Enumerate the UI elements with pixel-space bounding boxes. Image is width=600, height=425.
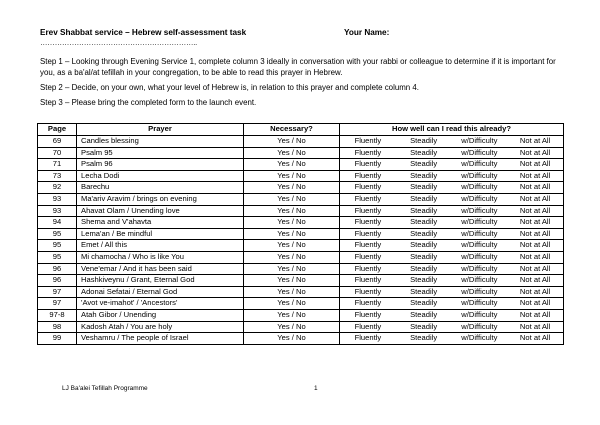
how-well-option-group xyxy=(340,148,563,159)
row-necessary-options[interactable]: Yes / No xyxy=(244,217,340,229)
row-necessary-options[interactable]: Yes / No xyxy=(244,309,340,321)
how-well-option[interactable]: w/Difficulty xyxy=(461,182,498,192)
instructions xyxy=(40,57,562,113)
how-well-option[interactable]: w/Difficulty xyxy=(461,240,498,250)
table-header-row xyxy=(38,124,564,136)
table-row xyxy=(38,159,564,171)
row-how-well-options xyxy=(340,147,564,159)
table-row xyxy=(38,193,564,205)
how-well-option[interactable]: Steadily xyxy=(410,309,438,319)
row-page: 96 xyxy=(38,275,77,287)
row-necessary-options[interactable]: Yes / No xyxy=(244,228,340,240)
how-well-option[interactable]: Not at All xyxy=(519,333,551,343)
row-prayer: Candles blessing xyxy=(77,136,244,148)
row-prayer: Atah Gibor / Unending xyxy=(77,309,244,321)
row-prayer: Shema and V'ahavta xyxy=(77,217,244,229)
row-how-well-options xyxy=(340,136,564,148)
how-well-option[interactable]: Not at All xyxy=(519,309,551,319)
row-how-well-options xyxy=(340,170,564,182)
table-row xyxy=(38,217,564,229)
table-row xyxy=(38,333,564,345)
row-page: 98 xyxy=(38,321,77,333)
how-well-option[interactable]: Fluently xyxy=(354,275,382,285)
how-well-option-group xyxy=(340,229,563,240)
row-necessary-options[interactable]: Yes / No xyxy=(244,298,340,310)
how-well-option[interactable]: Steadily xyxy=(410,275,438,285)
row-how-well-options xyxy=(340,240,564,252)
table-row xyxy=(38,182,564,194)
how-well-option[interactable]: Steadily xyxy=(410,251,438,261)
step-1: Step 1 – Looking through Evening Service 1, complete column 3 ideally in conversation with your rabbi or colleague to determine if it is important for you, as a ba'al/at tefillah in your congregation, to be able to read this prayer in Hebrew. xyxy=(40,57,556,77)
row-page: 97-8 xyxy=(38,309,77,321)
how-well-option[interactable]: w/Difficulty xyxy=(461,298,498,308)
row-necessary-options[interactable]: Yes / No xyxy=(244,275,340,287)
how-well-option[interactable]: w/Difficulty xyxy=(461,205,498,215)
how-well-option[interactable]: Not at All xyxy=(519,251,551,261)
how-well-option-group xyxy=(340,136,563,147)
row-page: 93 xyxy=(38,205,77,217)
how-well-option[interactable]: w/Difficulty xyxy=(461,309,498,319)
row-page: 95 xyxy=(38,240,77,252)
row-prayer: Veshamru / The people of Israel xyxy=(77,333,244,345)
how-well-option-group xyxy=(340,194,563,205)
how-well-option[interactable]: Fluently xyxy=(354,309,382,319)
assessment-table xyxy=(37,123,564,345)
row-necessary-options[interactable]: Yes / No xyxy=(244,193,340,205)
how-well-option[interactable]: Fluently xyxy=(354,193,382,203)
row-prayer: Ahavat Olam / Unending love xyxy=(77,205,244,217)
how-well-option[interactable]: w/Difficulty xyxy=(461,333,498,343)
how-well-option[interactable]: w/Difficulty xyxy=(461,147,498,157)
table-row xyxy=(38,147,564,159)
how-well-option[interactable]: Steadily xyxy=(410,228,438,238)
how-well-option[interactable]: Not at All xyxy=(519,159,551,169)
how-well-option[interactable]: Not at All xyxy=(519,147,551,157)
row-necessary-options[interactable]: Yes / No xyxy=(244,147,340,159)
row-how-well-options xyxy=(340,159,564,171)
row-page: 96 xyxy=(38,263,77,275)
how-well-option[interactable]: Fluently xyxy=(354,298,382,308)
row-page: 93 xyxy=(38,193,77,205)
how-well-option-group xyxy=(340,159,563,170)
row-necessary-options[interactable]: Yes / No xyxy=(244,136,340,148)
how-well-option[interactable]: Not at All xyxy=(519,217,551,227)
how-well-option[interactable]: Fluently xyxy=(354,159,382,169)
how-well-option[interactable]: Steadily xyxy=(410,263,438,273)
how-well-option-group xyxy=(340,310,563,321)
how-well-option[interactable]: Fluently xyxy=(354,217,382,227)
how-well-option[interactable]: w/Difficulty xyxy=(461,170,498,180)
step-2: Step 2 – Decide, on your own, what your level of Hebrew is, in relation to this prayer and complete column 4. xyxy=(40,82,419,92)
row-page: 69 xyxy=(38,136,77,148)
how-well-option[interactable]: Fluently xyxy=(354,205,382,215)
how-well-option-group xyxy=(340,217,563,228)
table-row xyxy=(38,228,564,240)
row-necessary-options[interactable]: Yes / No xyxy=(244,205,340,217)
footer-programme: LJ Ba'alei Tefillah Programme xyxy=(62,385,148,392)
row-page: 95 xyxy=(38,251,77,263)
row-page: 95 xyxy=(38,228,77,240)
row-page: 97 xyxy=(38,298,77,310)
row-how-well-options xyxy=(340,333,564,345)
row-prayer: Kadosh Atah / You are holy xyxy=(77,321,244,333)
how-well-option[interactable]: Steadily xyxy=(410,159,438,169)
header-prayer: Prayer xyxy=(77,124,244,136)
row-how-well-options xyxy=(340,263,564,275)
row-how-well-options xyxy=(340,298,564,310)
how-well-option[interactable]: Not at All xyxy=(519,170,551,180)
how-well-option[interactable]: Steadily xyxy=(410,286,438,296)
row-page: 99 xyxy=(38,333,77,345)
header-necessary: Necessary? xyxy=(244,124,340,136)
table-row xyxy=(38,240,564,252)
how-well-option-group xyxy=(340,287,563,298)
row-necessary-options[interactable]: Yes / No xyxy=(244,286,340,298)
row-page: 92 xyxy=(38,182,77,194)
row-how-well-options xyxy=(340,217,564,229)
how-well-option[interactable]: Steadily xyxy=(410,217,438,227)
row-how-well-options xyxy=(340,205,564,217)
row-prayer: Adonai Sefatai / Eternal God xyxy=(77,286,244,298)
how-well-option[interactable]: w/Difficulty xyxy=(461,228,498,238)
row-necessary-options[interactable]: Yes / No xyxy=(244,182,340,194)
how-well-option[interactable]: Not at All xyxy=(519,286,551,296)
document-title: Erev Shabbat service – Hebrew self-assessment task xyxy=(40,28,247,37)
how-well-option[interactable]: Fluently xyxy=(354,333,382,343)
row-necessary-options[interactable]: Yes / No xyxy=(244,321,340,333)
row-how-well-options xyxy=(340,228,564,240)
row-prayer: Mi chamocha / Who is like You xyxy=(77,251,244,263)
how-well-option[interactable]: Not at All xyxy=(519,205,551,215)
how-well-option-group xyxy=(340,275,563,286)
row-page: 94 xyxy=(38,217,77,229)
footer-page-number: 1 xyxy=(314,385,318,392)
row-prayer: 'Avot ve-imahot' / 'Ancestors' xyxy=(77,298,244,310)
table-row xyxy=(38,170,564,182)
how-well-option-group xyxy=(340,298,563,309)
how-well-option-group xyxy=(340,322,563,333)
table-row xyxy=(38,263,564,275)
row-page: 70 xyxy=(38,147,77,159)
row-prayer: Vene'emar / And it has been said xyxy=(77,263,244,275)
how-well-option[interactable]: w/Difficulty xyxy=(461,217,498,227)
name-dotted-line: ……………………………………………………….. xyxy=(40,38,198,47)
how-well-option-group xyxy=(340,182,563,193)
how-well-option[interactable]: Steadily xyxy=(410,298,438,308)
table-row xyxy=(38,136,564,148)
how-well-option[interactable]: Fluently xyxy=(354,136,382,145)
how-well-option[interactable]: w/Difficulty xyxy=(461,251,498,261)
row-necessary-options[interactable]: Yes / No xyxy=(244,263,340,275)
step-3: Step 3 – Please bring the completed form to the launch event. xyxy=(40,97,257,107)
how-well-option[interactable]: Not at All xyxy=(519,263,551,273)
table-row xyxy=(38,205,564,217)
row-prayer: Psalm 95 xyxy=(77,147,244,159)
how-well-option[interactable]: Fluently xyxy=(354,170,382,180)
how-well-option[interactable]: w/Difficulty xyxy=(461,286,498,296)
row-how-well-options xyxy=(340,286,564,298)
table-row xyxy=(38,251,564,263)
row-prayer: Emet / All this xyxy=(77,240,244,252)
row-prayer: Lema'an / Be mindful xyxy=(77,228,244,240)
how-well-option[interactable]: Not at All xyxy=(519,182,551,192)
how-well-option-group xyxy=(340,240,563,251)
row-prayer: Ma'ariv Aravim / brings on evening xyxy=(77,193,244,205)
how-well-option[interactable]: Steadily xyxy=(410,147,438,157)
how-well-option[interactable]: Not at All xyxy=(519,298,551,308)
row-how-well-options xyxy=(340,309,564,321)
how-well-option[interactable]: w/Difficulty xyxy=(461,263,498,273)
how-well-option[interactable]: Fluently xyxy=(354,147,382,157)
how-well-option[interactable]: Steadily xyxy=(410,333,438,343)
how-well-option[interactable]: w/Difficulty xyxy=(461,275,498,285)
row-how-well-options xyxy=(340,321,564,333)
how-well-option-group xyxy=(340,264,563,275)
row-how-well-options xyxy=(340,275,564,287)
how-well-option[interactable]: Not at All xyxy=(519,275,551,285)
how-well-option[interactable]: Steadily xyxy=(410,182,438,192)
how-well-option[interactable]: Fluently xyxy=(354,240,382,250)
table-row xyxy=(38,321,564,333)
how-well-option-group xyxy=(340,333,563,344)
how-well-option[interactable]: Not at All xyxy=(519,228,551,238)
how-well-option[interactable]: Steadily xyxy=(410,321,438,331)
row-prayer: Lecha Dodi xyxy=(77,170,244,182)
how-well-option[interactable]: Not at All xyxy=(519,136,551,145)
row-how-well-options xyxy=(340,182,564,194)
how-well-option[interactable]: Steadily xyxy=(410,193,438,203)
how-well-option[interactable]: w/Difficulty xyxy=(461,159,498,169)
row-page: 71 xyxy=(38,159,77,171)
row-prayer: Hashkiveynu / Grant, Eternal God xyxy=(77,275,244,287)
row-how-well-options xyxy=(340,193,564,205)
row-prayer: Barechu xyxy=(77,182,244,194)
table-row xyxy=(38,309,564,321)
your-name-label: Your Name: xyxy=(344,28,390,37)
how-well-option[interactable]: Steadily xyxy=(410,136,438,145)
how-well-option[interactable]: w/Difficulty xyxy=(461,193,498,203)
how-well-option-group xyxy=(340,171,563,182)
how-well-option[interactable]: Steadily xyxy=(410,170,438,180)
how-well-option[interactable]: Fluently xyxy=(354,321,382,331)
how-well-option[interactable]: Not at All xyxy=(519,240,551,250)
how-well-option[interactable]: w/Difficulty xyxy=(461,321,498,331)
how-well-option[interactable]: Fluently xyxy=(354,182,382,192)
table-row xyxy=(38,298,564,310)
how-well-option-group xyxy=(340,252,563,263)
row-necessary-options[interactable]: Yes / No xyxy=(244,159,340,171)
row-how-well-options xyxy=(340,251,564,263)
row-page: 73 xyxy=(38,170,77,182)
header-how-well: How well can I read this already? xyxy=(340,124,564,136)
how-well-option-group xyxy=(340,206,563,217)
how-well-option[interactable]: Fluently xyxy=(354,286,382,296)
how-well-option[interactable]: w/Difficulty xyxy=(461,136,498,145)
row-page: 97 xyxy=(38,286,77,298)
how-well-option[interactable]: Steadily xyxy=(410,240,438,250)
how-well-option[interactable]: Steadily xyxy=(410,205,438,215)
how-well-option[interactable]: Fluently xyxy=(354,263,382,273)
how-well-option[interactable]: Not at All xyxy=(519,193,551,203)
row-prayer: Psalm 96 xyxy=(77,159,244,171)
table-row xyxy=(38,275,564,287)
how-well-option[interactable]: Not at All xyxy=(519,321,551,331)
how-well-option[interactable]: Fluently xyxy=(354,228,382,238)
header-page: Page xyxy=(38,124,77,136)
row-necessary-options[interactable]: Yes / No xyxy=(244,251,340,263)
row-necessary-options[interactable]: Yes / No xyxy=(244,240,340,252)
table-row xyxy=(38,286,564,298)
row-necessary-options[interactable]: Yes / No xyxy=(244,170,340,182)
row-necessary-options[interactable]: Yes / No xyxy=(244,333,340,345)
how-well-option[interactable]: Fluently xyxy=(354,251,382,261)
